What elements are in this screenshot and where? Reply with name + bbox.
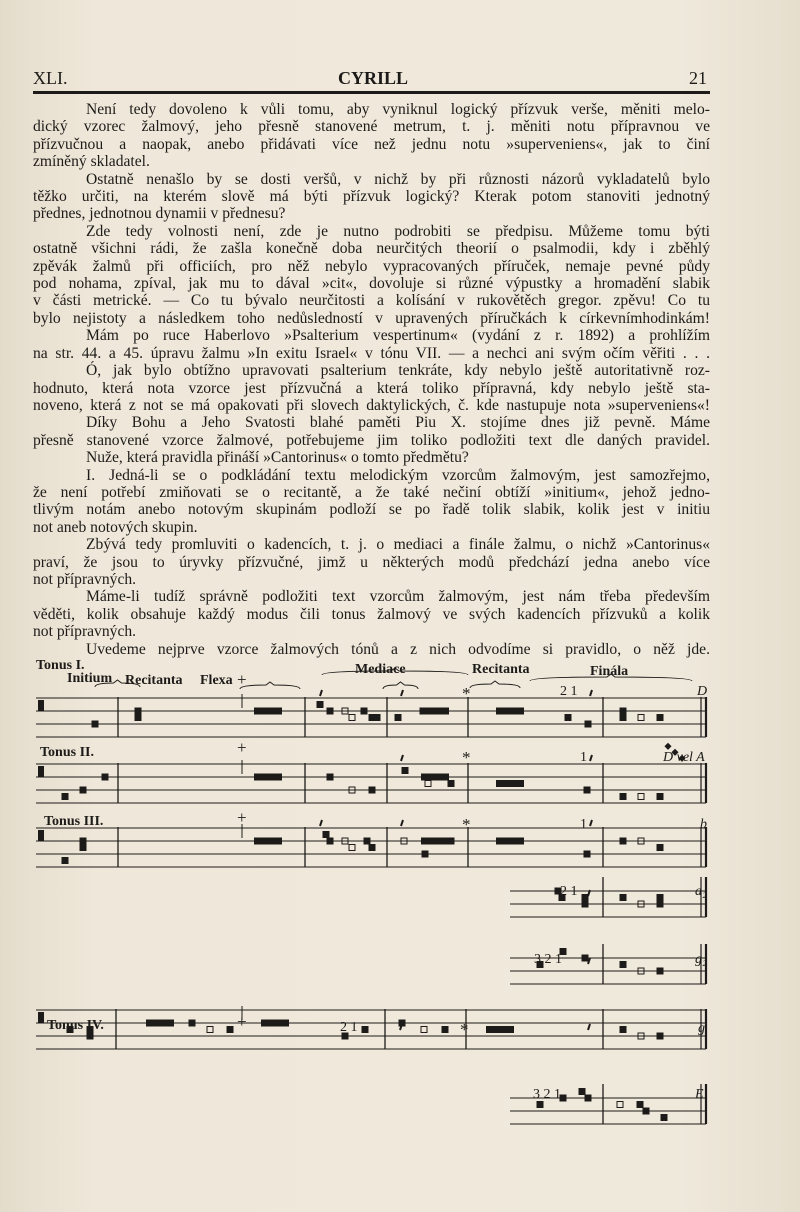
clef-icon — [38, 830, 44, 841]
asterisk-mark-3: * — [462, 815, 471, 834]
text-line: dický vzorec žalmový, jeho přesně stanovené metrum, t. j. měniti notu přípravnou ve — [33, 118, 710, 136]
tonus-4a-ending: E — [695, 1087, 704, 1102]
note — [657, 793, 664, 800]
note — [323, 831, 330, 838]
recitation-note — [496, 708, 524, 715]
hollow-note — [421, 1027, 427, 1033]
note — [657, 844, 664, 851]
note — [585, 721, 592, 728]
recitanta-label-2: Recitanta — [472, 662, 530, 677]
text-line: přesně stanovené vzorce žalmové, potřebujeme jim toliko podložiti text dle daných pravidel. — [33, 431, 710, 449]
finala-label: Finála — [590, 664, 629, 679]
diamond-note — [664, 743, 671, 750]
note — [657, 968, 664, 975]
note — [361, 708, 368, 715]
text-line: Uvedeme nejprve vzorce žalmových tónů a z nich odvodíme si pravidlo, o něž jde. — [86, 640, 710, 658]
note — [620, 1026, 627, 1033]
hollow-note — [638, 794, 644, 800]
flexa-mark-4: + — [237, 1012, 247, 1031]
recitation-note — [421, 774, 449, 781]
note — [317, 701, 324, 708]
note — [657, 714, 664, 721]
text-line: těžko určiti, na kterém slově má býti přízvuk logický? Kterak potom stanoviti jednotný — [33, 188, 710, 206]
text-line: Není tedy dovoleno k vůli tomu, aby vyniknul logický přízvuk verše, měniti melo- — [86, 101, 710, 118]
tonus-2-label: Tonus II. — [40, 745, 94, 760]
section-bracket — [240, 682, 300, 689]
note — [80, 787, 87, 794]
breath-mark-icon — [401, 690, 403, 696]
tonus-3a-ending: a₂ — [695, 884, 707, 899]
page-number: 21 — [689, 68, 707, 88]
section-bracket — [470, 681, 520, 688]
tonus-2-numbers: 1 — [580, 750, 587, 765]
breath-mark-icon — [588, 1024, 590, 1030]
text-line: Zbývá tedy promluviti o kadencích, t. j. o mediaci a finále žalmu, o nichž »Cantorinus« — [86, 536, 710, 554]
note — [620, 793, 627, 800]
initium-label: Initium — [67, 671, 113, 686]
hollow-note — [638, 715, 644, 721]
text-line: noveno, která z not se má opakovati při slovech daktylických, č. kde nastupuje nota »superveniens«! — [33, 396, 710, 414]
text-line: praví, že jsou to úryvky přízvučné, jimž u některých modů předchází jedna anebo více — [33, 553, 710, 571]
note — [189, 1020, 196, 1027]
note — [620, 961, 627, 968]
text-line: zpěvák žalmů při officiích, pro něž nebylo vypracovaných příruček, nemaje pevné půdy — [33, 257, 710, 275]
note — [402, 767, 409, 774]
note — [135, 708, 142, 715]
hollow-note — [617, 1102, 623, 1108]
note — [565, 714, 572, 721]
text-line: Nuže, která pravidla přináší »Cantorinus« o tomto předmětu? — [86, 449, 469, 467]
recitanta-label: Recitanta — [125, 673, 183, 688]
note — [637, 1101, 644, 1108]
note — [395, 714, 402, 721]
note — [327, 838, 334, 845]
text-line: Ostatně nenašlo by se dosti veršů, v nichž by při různosti názorů vykladatelů bylo — [86, 170, 710, 188]
text-line: not přípravných. — [33, 570, 137, 588]
flexa-mark: + — [237, 670, 247, 689]
text-line: not přípravných. — [33, 623, 137, 641]
recitation-note — [254, 838, 282, 845]
note — [327, 774, 334, 781]
note — [582, 955, 589, 962]
text-line: not aneb notových skupin. — [33, 518, 198, 536]
recitation-note — [254, 774, 282, 781]
note — [369, 844, 376, 851]
clef-icon — [38, 1012, 44, 1023]
text-line: Mám po ruce Haberlovo »Psalterium vespertinum« (vydání z r. 1892) a prohlížím — [86, 327, 710, 345]
asterisk-mark-2: * — [462, 748, 471, 767]
note — [227, 1026, 234, 1033]
recitation-note — [146, 1020, 174, 1027]
note — [643, 1108, 650, 1115]
tonus-4a-numbers: 3 2 1 — [533, 1087, 561, 1102]
recitation-note — [486, 1026, 514, 1033]
note — [448, 780, 455, 787]
note — [584, 787, 591, 794]
hollow-note — [349, 845, 355, 851]
note — [620, 708, 627, 715]
note — [364, 838, 371, 845]
recitation-note — [254, 708, 282, 715]
note — [448, 838, 455, 845]
flexa-mark-2: + — [237, 738, 247, 757]
breath-mark-icon — [590, 820, 592, 826]
recitation-note — [421, 838, 449, 845]
tonus-4-numbers: 2 1 — [340, 1020, 358, 1035]
note — [92, 721, 99, 728]
text-line: Díky Bohu a Jeho Svatosti blahé paměti Piu X. stojíme dnes již pevně. Máme — [86, 414, 710, 432]
tonus-1-numbers: 2 1 — [560, 684, 578, 699]
text-line: přednes, jednotnou dynamii v přednesu? — [33, 205, 286, 223]
text-line: hodnuto, která nota vzorce jest přízvučná a která toliko přípravná, kdy nebylo ještě sta- — [33, 379, 710, 397]
note — [80, 844, 87, 851]
note — [362, 1026, 369, 1033]
tonus-3a-numbers: 2 1 — [560, 884, 578, 899]
note — [369, 787, 376, 794]
breath-mark-icon — [590, 690, 592, 696]
text-line: na str. 44. a 45. úpravu žalmu »In exitu Israel« v tónu VII. — a nechci ani svým očím věřiti . . . — [33, 344, 710, 362]
tonus-1-label: Tonus I. — [36, 658, 85, 673]
tonus-2-ending: D vel A — [663, 750, 705, 765]
note — [62, 793, 69, 800]
flexa-mark-3: + — [237, 808, 247, 827]
text-line: že není potřebí zmiňovati se o recitantě, a že také nečiní obtíží »initium«, jehož jedno- — [33, 483, 710, 501]
note — [102, 774, 109, 781]
asterisk-mark-4: * — [460, 1020, 469, 1039]
note — [420, 708, 427, 715]
note — [422, 851, 429, 858]
note — [582, 901, 589, 908]
section-bracket — [383, 682, 418, 689]
note — [442, 1026, 449, 1033]
text-line: věděti, kolik obsahuje každý modus čili tonus žalmový ve svých kadencích přízvuků a kolik — [33, 605, 710, 623]
text-line: Zde tedy volnosti není, zde je nutno podrobiti se předpisu. Můžeme tomu býti — [86, 222, 710, 240]
note — [62, 857, 69, 864]
hollow-note — [349, 715, 355, 721]
tonus-4-label: Tonus IV. — [47, 1018, 104, 1033]
text-line: zmíněný skladatel. — [33, 153, 150, 171]
breath-mark-icon — [320, 690, 322, 696]
tonus-3-label: Tonus III. — [44, 814, 104, 829]
note — [327, 708, 334, 715]
text-line: I. Jedná-li se o podkládání textu melodickým vzorcům žalmovým, jest samozřejmo, — [86, 466, 710, 484]
recitation-note — [496, 780, 524, 787]
asterisk-mark: * — [462, 684, 471, 703]
note — [620, 838, 627, 845]
note — [585, 1095, 592, 1102]
note — [657, 894, 664, 901]
note — [584, 851, 591, 858]
running-title: CYRILL — [338, 68, 409, 88]
tonus-3b-ending: g₂ — [695, 952, 707, 967]
note — [374, 714, 381, 721]
breath-mark-icon — [320, 820, 322, 826]
note — [620, 714, 627, 721]
text-line: ostatně všichni rádi, že zašla konečně doba neurčitých theorií o psalmodii, kdy i zběhlý — [33, 240, 710, 258]
text-line: Ó, jak bylo obtížno upravovati psalterium tenkráte, kdy nebylo ještě autoritativně roz- — [86, 362, 710, 380]
clef-icon — [38, 700, 44, 711]
tonus-1-ending: D — [697, 684, 708, 699]
tonus-3-ending: b — [700, 817, 707, 832]
text-line: pod nohama, zpíval, jak mu to dával »cit«, dovoluje si různé výpustky a hromadění slabik — [33, 275, 710, 293]
text-line: přízvučnou a naopak, anebo přidávati více než jednu notu »superveniens«, jak to činí — [33, 135, 710, 153]
breath-mark-icon — [401, 820, 403, 826]
text-line: Máme-li tudíž správně podložiti text vzorcům žalmovým, jest nám třeba především — [86, 588, 710, 606]
note — [661, 1114, 668, 1121]
hollow-note — [207, 1027, 213, 1033]
breath-mark-icon — [590, 755, 592, 761]
tonus-3b-numbers: 3 2 1 — [534, 952, 562, 967]
flexa-label: Flexa — [200, 673, 233, 688]
note — [135, 714, 142, 721]
mediace-label: Mediace — [355, 662, 406, 677]
hollow-note — [425, 781, 431, 787]
recitation-note — [261, 1020, 289, 1027]
tonus-3-numbers: 1 — [580, 817, 587, 832]
text-line: v části metrické. — Co tu bývalo neurčitosti a kolísání v rukovětěch gregor. zpěvu! Co tu — [33, 292, 710, 310]
note — [620, 894, 627, 901]
note — [657, 1033, 664, 1040]
tonus-4-ending: g — [698, 1021, 705, 1036]
note — [657, 901, 664, 908]
note — [579, 1088, 586, 1095]
text-line: tlivým notám anebo notovým skupinám podloží se po řadě tolik slabik, kolik jest v initiu — [33, 501, 710, 519]
clef-icon — [38, 766, 44, 777]
note — [80, 838, 87, 845]
text-line: bylo nejistoty a následkem toho nedůsledností v upravených příručkách k církevnímhodinkám! — [33, 309, 710, 327]
breath-mark-icon — [401, 755, 403, 761]
recitation-note — [496, 838, 524, 845]
chapter-number: XLI. — [33, 68, 68, 88]
